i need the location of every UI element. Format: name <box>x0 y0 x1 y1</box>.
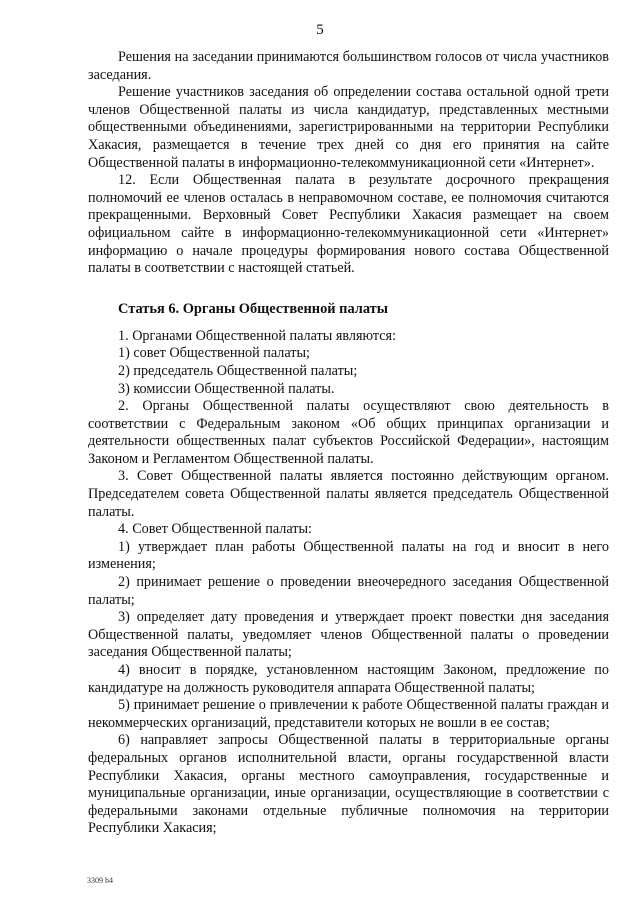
list-item: 2) принимает решение о проведении внеочередного заседания Общественной палаты; <box>88 574 609 608</box>
article-title: Статья 6. Органы Общественной палаты <box>118 300 388 317</box>
paragraph: 4. Совет Общественной палаты: <box>118 521 312 538</box>
list-item: 1) совет Общественной палаты; <box>118 345 310 362</box>
footer-code: 3309 h4 <box>87 876 113 885</box>
paragraph: 3. Совет Общественной палаты является постоянно действующим органом. Председателем совета Общественной палаты является председатель Общественной палаты. <box>88 468 609 520</box>
paragraph: 1. Органами Общественной палаты являются: <box>118 327 397 344</box>
list-item: 3) определяет дату проведения и утверждает проект повестки дня заседания Общественной палаты, уведомляет членов Общественной палаты о проведении заседания Общественной палаты; <box>88 609 609 661</box>
document-body <box>88 49 609 838</box>
list-item: 6) направляет запросы Общественной палаты в территориальные органы федеральных органов исполнительной власти, органы государственной власти Республики Хакасия, органы местного самоуправления, государственные и муниципальные организации, иные организации, осуществляющие в соответствии с федеральными законами отдельные публичные полномочия на территории Республики Хакасия; <box>88 732 609 837</box>
paragraph: Решение участников заседания об определении состава остальной одной трети членов Общественной палаты из числа кандидатур, представленных местными общественными объединениями, зарегистрированными на территории Республики Хакасия, размещается в течение трех дней со дня его принятия на сайте Общественной палаты в информационно-телекоммуникационной сети «Интернет». <box>88 84 609 171</box>
list-item: 2) председатель Общественной палаты; <box>118 362 358 379</box>
paragraph: Решения на заседании принимаются большинством голосов от числа участников заседания. <box>88 49 609 83</box>
list-item: 1) утверждает план работы Общественной палаты на год и вносит в него изменения; <box>88 538 609 573</box>
paragraph: 2. Органы Общественной палаты осуществляют свою деятельность в соответствии с Федеральным законом «Об общих принципах организации и деятельности общественных палат субъектов Российской Федерации», настоящим Законом и Регламентом Общественной палаты. <box>88 398 609 467</box>
page-number: 5 <box>316 22 324 38</box>
list-item: 5) принимает решение о привлечении к работе Общественной палаты граждан и некоммерческих организаций, представители которых не вошли в ее состав; <box>88 697 609 731</box>
list-item: 4) вносит в порядке, установленном настоящим Законом, предложение по кандидатуре на должность руководителя аппарата Общественной палаты; <box>88 662 609 696</box>
list-item: 3) комиссии Общественной палаты. <box>118 380 335 397</box>
paragraph: 12. Если Общественная палата в результате досрочного прекращения полномочий ее членов осталась в неправомочном составе, ее полномочия считаются прекращенными. Верховный Совет Республики Хакасия размещает на своем официальном сайте в информационно-телекоммуникационной сети «Интернет» информацию о начале процедуры формирования нового состава Общественной палаты в соответствии с настоящей статьей. <box>88 172 609 277</box>
